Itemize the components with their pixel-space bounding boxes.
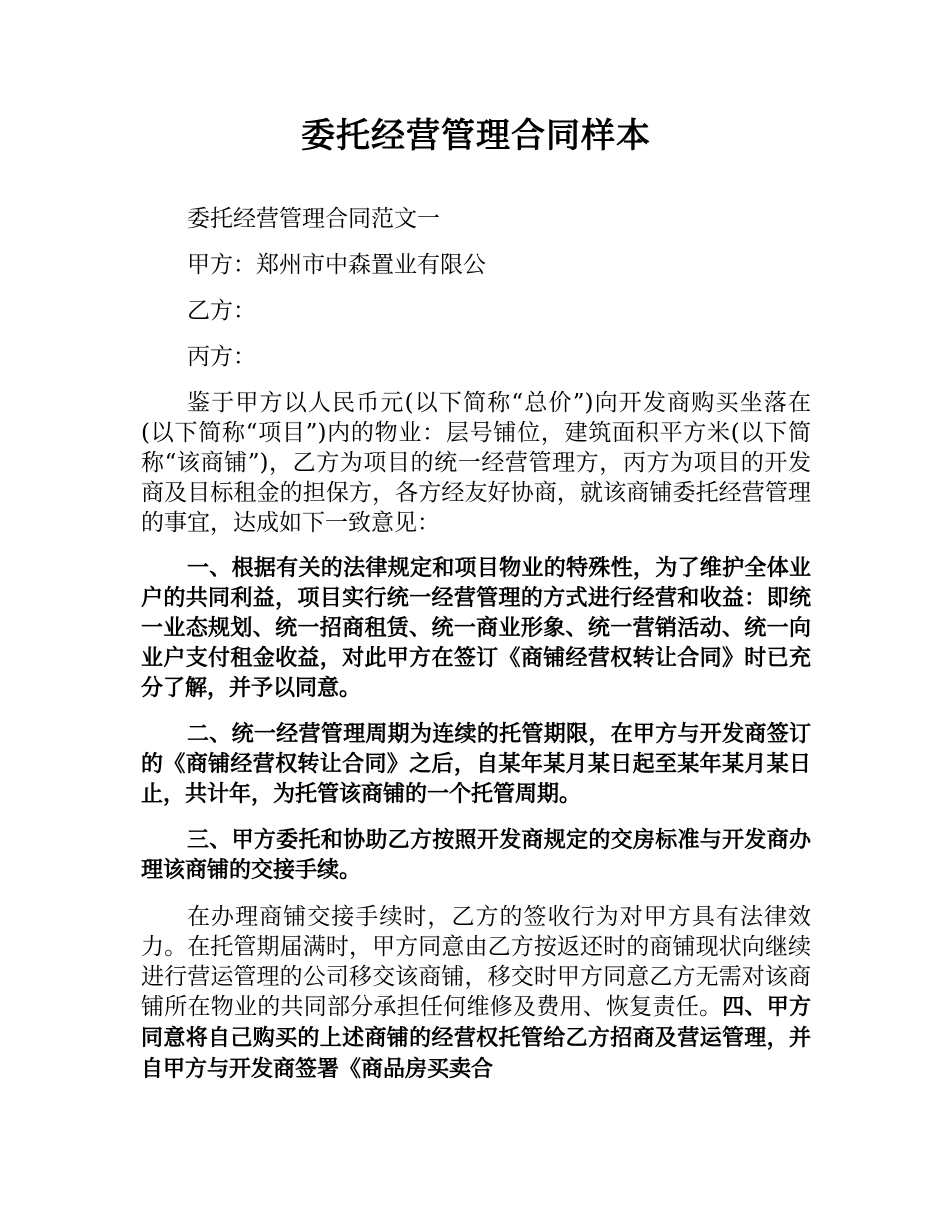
subtitle-line: 委托经营管理合同范文一 bbox=[187, 206, 440, 232]
party-c-line: 丙方： bbox=[187, 344, 256, 370]
handover-paragraph bbox=[141, 902, 811, 1085]
party-b-line: 乙方： bbox=[187, 298, 256, 324]
party-a-line: 甲方：郑州市中森置业有限公 bbox=[187, 252, 486, 278]
handover-text: 在办理商铺交接手续时，乙方的签收行为对甲方具有法律效力。在托管期届满时，甲方同意由乙方按返还时的商铺现状向继续进行营运管理的公司移交该商铺，移交时甲方同意乙方无需对该商铺所在物业的共同部分承担任何维修及费用、恢复责任。 bbox=[141, 904, 811, 1020]
preamble-paragraph: 鉴于甲方以人民币元(以下简称“总价”)向开发商购买坐落在(以下简称“项目”)内的物业：层号铺位，建筑面积平方米(以下简称“该商铺”)，乙方为项目的统一经营管理方，丙方为项目的开发商及目标租金的担保方，各方经友好协商，就该商铺委托经营管理的事宜，达成如下一致意见： bbox=[141, 390, 811, 536]
document-title: 委托经营管理合同样本 bbox=[301, 116, 651, 156]
clause-2-paragraph: 二、统一经营管理周期为连续的托管期限，在甲方与开发商签订的《商铺经营权转让合同》之后，自某年某月某日起至某年某月某日止，共计年，为托管该商铺的一个托管周期。 bbox=[141, 722, 811, 807]
clause-4-start: 四、甲方同意将自己购买的上述商铺的经营权托管给乙方招商及营运管理，并自甲方与开发商签署《商品房买卖合 bbox=[141, 995, 811, 1082]
clause-1-paragraph: 一、根据有关的法律规定和项目物业的特殊性，为了维护全体业户的共同利益，项目实行统一经营管理的方式进行经营和收益：即统一业态规划、统一招商租赁、统一商业形象、统一营销活动、统一向业户支付租金收益，对此甲方在签订《商铺经营权转让合同》时已充分了解，并予以同意。 bbox=[141, 556, 811, 701]
clause-3-paragraph: 三、甲方委托和协助乙方按照开发商规定的交房标准与开发商办理该商铺的交接手续。 bbox=[141, 828, 811, 883]
document-page bbox=[141, 112, 811, 1085]
